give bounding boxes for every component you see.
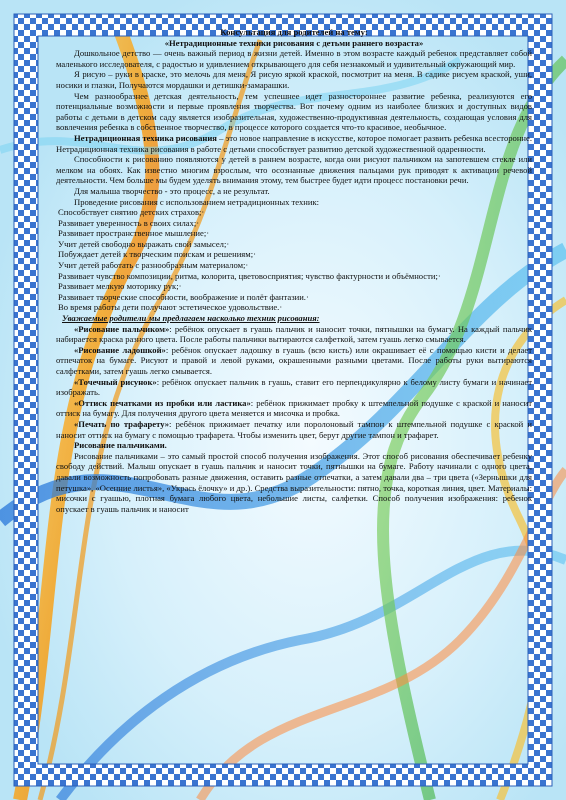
ability-paragraph: Способности к рисованию появляются у детей в раннем возрасте, когда они рисуют пальчиком на запотевшем стекле или мелком на обоях. Как известно многим взрослым, что осознанные движения пальцами рук приводят к активации речевой деятельности. Чем больше мы будем уделять внимания этому, тем быстрее будет идти процесс постановки речи. [56,154,532,186]
technique-name: «Рисование пальчиком» [74,323,170,334]
document-heading-line1: Консультация для родителей на тему: [220,27,368,37]
technique-name: «Оттиск печатками из пробки или ластика» [74,397,251,408]
technique-name: «Точечный рисунок» [74,376,157,387]
technique-item [56,377,532,398]
process-line: Для малыша творчество - это процесс, а не результат. [74,185,270,196]
intro-paragraph-1: Дошкольное детство — очень важный период в жизни детей. Именно в этом возрасте каждый ребенок представляет собой маленького исследователя, с радостью и удивлением открывающего для себя незнакомый и удивительный окружающий мир. [56,48,532,69]
technique-text: – это новое направление в искусстве, которое помогает развить ребенка всесторонне. Нетрадиционная техника рисования в работе с детьми способствует развитию детской художественной одаренности. [56,132,532,154]
technique-term: Нетрадиционная техника рисования [74,132,217,143]
consultation-document [56,27,532,787]
benefit-item: Развивает творческие способности, воображение и полёт фантазии.· [58,291,309,302]
document-heading-line2: «Нетрадиционные техники рисования с детьми раннего возраста» [164,37,424,48]
technique-item [56,345,532,377]
benefit-item: Во время работы дети получают эстетическое удовольствие.· [58,302,283,313]
intro-paragraph-2: Я рисую – руки в краске, это мелочь для меня, Я рисую яркой краской, посмотрит на меня. В садике рисуем краской, уши, носики и глазки, Получаются мордашки и детишки-замарашки. [56,69,532,90]
finger-painting-heading: Рисование пальчиками. [74,440,167,451]
benefit-item: Развивает уверенность в своих силах;· [58,217,200,228]
technique-description: : ребёнок опускает в гуашь пальчик и наносит точки, пятнышки на бумагу. На каждый пальчик набирается краска разного цвета. После работы пальчики вытираются салфеткой, затем гуашь легко смывается. [56,323,532,345]
technique-description: : ребёнок опускает пальчик в гуашь, ставит его перпендикулярно к белому листу бумаги и начинает изображать. [56,376,532,398]
technique-name: «Рисование ладошкой» [74,344,166,355]
technique-description: : ребёнок прижимает пробку к штемпельной подушке с краской и наносит оттиск на бумагу. Для получения другого цвета меняется и мисочка и пробка. [56,397,532,419]
technique-item [56,324,532,345]
benefit-item: Развивает пространственное мышление;· [58,228,210,239]
technique-item [56,419,532,440]
technique-description: : ребёнок опускает ладошку в гуашь (всю кисть) или окрашивает её с помощью кисти и делает отпечаток на бумаге. Рисуют и правой и левой руками, окрашенными разными цветами. После работы руки вытираются салфетками, затем гуашь легко смывается. [56,344,532,376]
technique-item [56,398,532,419]
benefit-item: Побуждает детей к творческим поискам и решениям;· [58,249,256,260]
technique-description: : ребёнок прижимает печатку или поролоновый тампон к штемпельной подушке с краской и наносит оттиск на бумагу с помощью трафарета. Чтобы изменить цвет, берут другие тампон и трафарет. [56,418,532,440]
intro-paragraph-3: Чем разнообразнее детская деятельность, тем успешнее идет разностороннее развитие ребенка, реализуются его потенциальные возможности и первые проявления творчества. Вот почему одним из наиболее близких и доступных видов работы с детьми в детском саду является изобразительная, художественно-продуктивная деятельность, создающая условия для вовлечения ребенка в собственное творчество, в процессе которого создается что-то красивое, необычное. [56,90,532,133]
technique-name: «Печать по трафарету» [74,418,170,429]
benefit-item: Учит детей работать с разнообразным материалом;· [58,260,249,271]
finger-painting-paragraph: Рисование пальчиками – это самый простой способ получения изображения. Этот способ рисования обеспечивает ребенку свободу действий. Малыш опускает в гуашь пальчик и наносит точки, пятнышки на бумаге. Работу начинали с одного цвета, давали возможность попробовать разные движения, оставить разные отпечатки, а затем давали два – три цвета («Зернышки для петушка», «Осенние листья», «Укрась ёлочку» и др.). Средства выразительности: пятно, точка, короткая линия, цвет. Материалы: мисочки с гуашью, плотная бумага любого цвета, небольшие листы, салфетки. Способ получения изображения: ребенок опускает в гуашь пальчик и наносит [56,450,532,514]
offer-heading [56,313,532,324]
benefit-item: Развивает чувство композиции, ритма, колорита, цветовосприятия; чувство фактурности и объёмности;· [58,270,441,281]
offer-heading-text: Уважаемые родители мы предлагаем насколько техник рисования: [62,313,320,324]
list-intro: Проведение рисования с использованием нетрадиционных техник: [74,196,320,207]
technique-paragraph [56,133,532,154]
benefit-item: Учит детей свободно выражать свой замысел;· [58,238,230,249]
benefit-item: Развивает мелкую моторику рук;· [58,281,182,292]
benefit-item: Способствует снятию детских страхов;· [58,207,205,218]
